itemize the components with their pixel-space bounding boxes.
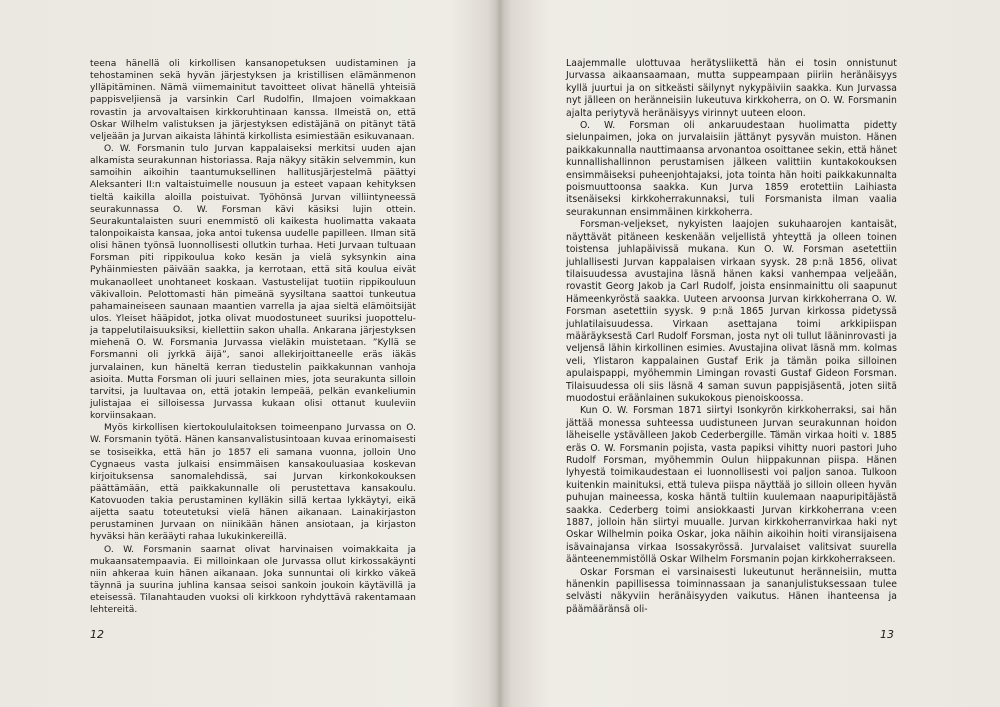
paragraph: O. W. Forsmanin saarnat olivat harvinaisen voimakkaita ja mukaansatempaavia. Ei milloinkaan ole Jurvassa ollut kirkossakäynti niin ahkeraa kuin hänen aikanaan. Joka sunnuntai oli kirkko väkeä täynnä ja suurina juhlina kansaa seisoi sankoin joukoin käytävillä ja eteisessä. Tilanahtauden vuoksi oli kirkkoon ryhdyttävä rakentamaan lehtereitä. <box>90 544 416 616</box>
page-number-left: 12 <box>90 628 104 641</box>
paragraph: O. W. Forsman oli ankaruudestaan huolimatta pidetty sielunpaimen, joka on jurvalaisiin jättänyt pysyvän muiston. Hänen paikkakunnalla nauttimaansa arvonantoa osoittanee sekin, että hänet kunnallishallinnon perustamisen jälkeen valittiin kuntakokouksen ensimmäiseksi puheenjohtajaksi, jota tointa hän hoiti paikkakunnalta poismuuttoonsa saakka. Kun Jurva 1859 erotettiin Laihiasta itsenäiseksi kirkkoherrakunnaksi, tuli Forsmanista ilman vaalia seurakunnan ensimmäinen kirkkoherra. <box>566 120 897 218</box>
paragraph: Myös kirkollisen kiertokoululaitoksen toimeenpano Jurvassa on O. W. Forsmanin työtä. Hänen kansanvalistusintoaan kuvaa erinomaisesti se tosiseikka, että hän jo 1857 eli samana vuonna, jolloin Uno Cygnaeus vasta julkaisi ensimmäisen kansakouluasiaa koskevan kirjoituksensa sanomalehdissä, sai Jurvan kirkonkokouksen päättämään, että paikkakunnalle oli perustettava kansakoulu. Katovuoden takia perustaminen kylläkin sillä kertaa lykkäytyi, eikä aijetta saatu toteutetuksi vielä hänen aikanaan. Lainakirjaston perustaminen Jurvaan on niinikään hänen ansiotaan, ja kirjaston hyväksi hän kerääyti rahaa lukukinkereillä. <box>90 423 416 543</box>
paragraph: Forsman-veljekset, nykyisten laajojen sukuhaarojen kantaisät, näyttävät pitäneen keskenään veljellistä yhteyttä ja olleen toinen toistensa juhlapäivissä mukana. Kun O. W. Forsman asetettiin juhlallisesti Jurvan kappalaisen virkaan syysk. 28 p:nä 1856, olivat tilaisuudessa avustajina läsnä hänen kaksi vanhempaa veljeään, rovastit Georg Jakob ja Carl Rudolf, joista ensinmainittu oli saapunut Hämeenkyröstä saakka. Uuteen arvoonsa Jurvan kirkkoherrana O. W. Forsman asetettiin syysk. 9 p:nä 1865 Jurvan kirkossa pidetyssä juhlatilaisuudessa. Virkaan asettajana toimi arkkipiispan määräyksestä Carl Rudolf Forsman, josta nyt oli tullut lääninrovasti ja veljensä lähin kirkollinen esimies. Avustajina olivat läsnä mm. kolmas veli, Ylistaron kappalainen Gustaf Erik ja tämän poika silloinen apulaispappi, myöhemmin Limingan rovasti Gustaf Gideon Forsman. Tilaisuudessa oli siis läsnä 4 saman suvun pappisjäsentä, joten siitä muodostui eräänlainen sukukokous pienoiskoossa. <box>566 219 897 404</box>
paragraph: O. W. Forsmanin tulo Jurvan kappalaiseksi merkitsi uuden ajan alkamista seurakunnan historiassa. Raja näkyy sitäkin selvemmin, kun samoihin aikoihin taantumuksellinen hallitusjärjestelmä päättyi Aleksanteri II:n valtaistuimelle nousuun ja esteet vapaan kehityksen tieltä kaikilla aloilla poistuivat. Työhönsä Jurvan villiintyneessä seurakunnassa O. W. Forsman kävi käsiksi lujin ottein. Seurakuntalaisten suuri enemmistö oli kaikesta huolimatta vakaata talonpoikaista kansaa, joka antoi tukensa uudelle papilleen. Ilman sitä olisi hänen työnsä luonnollisesti ollutkin turhaa. Heti Jurvaan tultuaan Forsman piti rippikoulua koko kesän ja vielä syksynkin aina Pyhäinmiesten päivään saakka, ja kerrotaan, että sitä koulua eivät mukanaolleet unohtaneet koskaan. Vastustelijat tuotiin rippikouluun väkivalloin. Pelottomasti hän pimeänä syysiltana saattoi tunkeutua pahamaineiseen saunaan maantien varrella ja ajaa sieltä elämöitsijät ulos. Yleiset hääpidot, jotka olivat muodostuneet suuriksi juopottelu- ja tappelutilaisuuksiksi, kiellettiin sakon uhalla. Ankarana järjestyksen miehenä O. W. Forsmania Jurvassa vieläkin muistetaan. ”Kyllä se Forsmanni oli jyrkkä äijä”, sanoi allekirjoittaneelle eräs iäkäs jurvalainen, kun häneltä kerran tiedustelin paikkakunnan vanhoja asioita. Mutta Forsman oli juuri sellainen mies, jota seurakunta silloin tarvitsi, ja luultavaa on, että jotakin lempeää, pelkän evankeliumin julistajaa ei silloisessa Jurvassa kukaan olisi ottanut kuuleviin korviinsakaan. <box>90 143 416 422</box>
right-page-text <box>566 58 897 616</box>
book-gutter <box>488 0 512 707</box>
page-number-right: 13 <box>880 628 894 641</box>
paragraph: Laajemmalle ulottuvaa herätysliikettä hän ei tosin onnistunut Jurvassa aikaansaamaan, mutta suppeampaan piiriin heränäisyys kyllä juurtui ja on sitkeästi säilynyt nykypäiviin saakka. Kun Jurvassa nyt jälleen on heränneisiin lukeutuva kirkkoherra, on O. W. Forsmanin ajalta periytyvä heränäisyys virinnyt uuteen eloon. <box>566 58 897 119</box>
paragraph: teena hänellä oli kirkollisen kansanopetuksen uudistaminen ja tehostaminen sekä hyvän järjestyksen ja kristillisen elämänmenon ylläpitäminen. Nämä viimemainitut tavoitteet olivat hänellä yhteisiä pappisveljiensä ja varsinkin Carl Rudolfin, Ilmajoen voimakkaan rovastin ja arvovaltaisen kirkkoruhtinaan kanssa. Ilmeistä on, että Oskar Wilhelm valistuksen ja järjestyksen edistäjänä on pitänyt tätä veljeään ja Jurvan aikaista lähintä kirkollista esimiestään esikuvanaan. <box>90 59 416 142</box>
paragraph: Kun O. W. Forsman 1871 siirtyi Isonkyrön kirkkoherraksi, sai hän jättää monessa suhteessa uudistuneen Jurvan seurakunnan hoidon läheiselle ystävälleen Jakob Cederbergille. Tämän virkaa hoiti v. 1885 eräs O. W. Forsmanin pojista, vasta papiksi vihitty nuori pastori Juho Rudolf Forsman, myöhemmin Oulun hiippakunnan piispa. Hänen lyhyestä toimikaudestaan ei luonnollisesti voi paljon sanoa. Tulkoon kuitenkin mainituksi, että tuleva piispa näyttää jo silloin olleen hyvän puhujan maineessa, koska häntä tultiin kuulemaan naapuripitäjästä saakka. Cederberg toimi ansiokkaasti Jurvan kirkkoherrana v:een 1887, jolloin hän siirtyi muualle. Jurvan kirkkoherranvirkaa haki nyt Oskar Wilhelmin poika Oskar, joka näihin aikoihin hoiti viransijaisena isävainajansa virkaa Isossakyrössä. Jurvalaiset valitsivat suurella äänteenemmistöllä Oskar Wilhelm Forsmanin pojan kirkkoherrakseen. <box>566 405 897 566</box>
left-page-text <box>90 58 416 616</box>
paragraph: Oskar Forsman ei varsinaisesti lukeutunut heränneisiin, mutta hänenkin papillisessa toiminnassaan ja sananjulistuksessaan tulee selvästi näkyviin heränäisyyden vaikutus. Hänen ihanteensa ja päämääränsä oli- <box>566 566 897 615</box>
